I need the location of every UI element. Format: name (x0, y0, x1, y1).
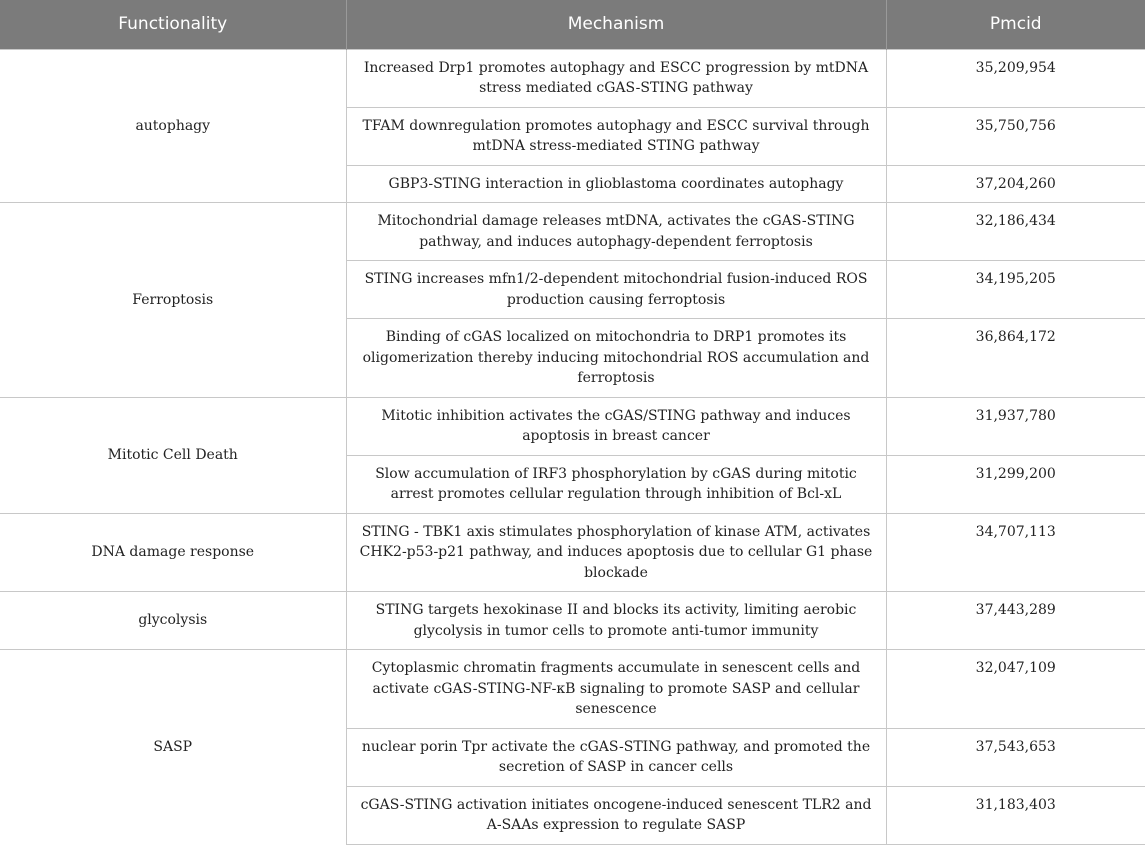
table-row (0, 650, 1145, 729)
pmcid-cell: 32,186,434 (886, 203, 1145, 261)
pmcid-cell: 37,543,653 (886, 728, 1145, 786)
functionality-cell: Mitotic Cell Death (0, 397, 346, 513)
functionality-cell: autophagy (0, 49, 346, 203)
header-row (0, 0, 1145, 49)
pmcid-cell: 34,195,205 (886, 261, 1145, 319)
functionality-cell: SASP (0, 650, 346, 845)
pmcid-cell: 34,707,113 (886, 513, 1145, 592)
mechanism-cell: GBP3-STING interaction in glioblastoma coordinates autophagy (346, 165, 886, 203)
mechanism-cell: Increased Drp1 promotes autophagy and ESCC progression by mtDNA stress mediated cGAS-STING pathway (346, 49, 886, 107)
functionality-cell: glycolysis (0, 592, 346, 650)
pmcid-cell: 37,443,289 (886, 592, 1145, 650)
header-mechanism: Mechanism (346, 0, 886, 49)
table-row (0, 49, 1145, 107)
header-pmcid: Pmcid (886, 0, 1145, 49)
table-body (0, 49, 1145, 844)
table-row (0, 513, 1145, 592)
pmcid-cell: 35,209,954 (886, 49, 1145, 107)
table-header (0, 0, 1145, 49)
mechanism-cell: Binding of cGAS localized on mitochondria to DRP1 promotes its oligomerization thereby inducing mitochondrial ROS accumulation and ferroptosis (346, 319, 886, 398)
functionality-cell: DNA damage response (0, 513, 346, 592)
mechanism-cell: Slow accumulation of IRF3 phosphorylation by cGAS during mitotic arrest promotes cellular regulation through inhibition of Bcl-xL (346, 455, 886, 513)
table-row (0, 203, 1145, 261)
pmcid-cell: 31,183,403 (886, 786, 1145, 844)
header-functionality: Functionality (0, 0, 346, 49)
pmcid-cell: 36,864,172 (886, 319, 1145, 398)
mechanism-cell: STING targets hexokinase II and blocks its activity, limiting aerobic glycolysis in tumor cells to promote anti-tumor immunity (346, 592, 886, 650)
mechanism-cell: TFAM downregulation promotes autophagy and ESCC survival through mtDNA stress-mediated STING pathway (346, 107, 886, 165)
pmcid-cell: 32,047,109 (886, 650, 1145, 729)
table-row (0, 592, 1145, 650)
table-row (0, 397, 1145, 455)
mechanism-cell: Mitotic inhibition activates the cGAS/STING pathway and induces apoptosis in breast cancer (346, 397, 886, 455)
mechanism-cell: STING - TBK1 axis stimulates phosphorylation of kinase ATM, activates CHK2-p53-p21 pathway, and induces apoptosis due to cellular G1 phase blockade (346, 513, 886, 592)
mechanism-cell: Cytoplasmic chromatin fragments accumulate in senescent cells and activate cGAS-STING-NF-κB signaling to promote SASP and cellular senescence (346, 650, 886, 729)
functionality-cell: Ferroptosis (0, 203, 346, 398)
pmcid-cell: 37,204,260 (886, 165, 1145, 203)
mechanism-cell: Mitochondrial damage releases mtDNA, activates the cGAS-STING pathway, and induces autophagy-dependent ferroptosis (346, 203, 886, 261)
mechanism-cell: cGAS-STING activation initiates oncogene-induced senescent TLR2 and A-SAAs expression to regulate SASP (346, 786, 886, 844)
mechanism-cell: STING increases mfn1/2-dependent mitochondrial fusion-induced ROS production causing ferroptosis (346, 261, 886, 319)
mechanism-cell: nuclear porin Tpr activate the cGAS-STING pathway, and promoted the secretion of SASP in cancer cells (346, 728, 886, 786)
pmcid-cell: 31,299,200 (886, 455, 1145, 513)
pmcid-cell: 35,750,756 (886, 107, 1145, 165)
pmcid-cell: 31,937,780 (886, 397, 1145, 455)
